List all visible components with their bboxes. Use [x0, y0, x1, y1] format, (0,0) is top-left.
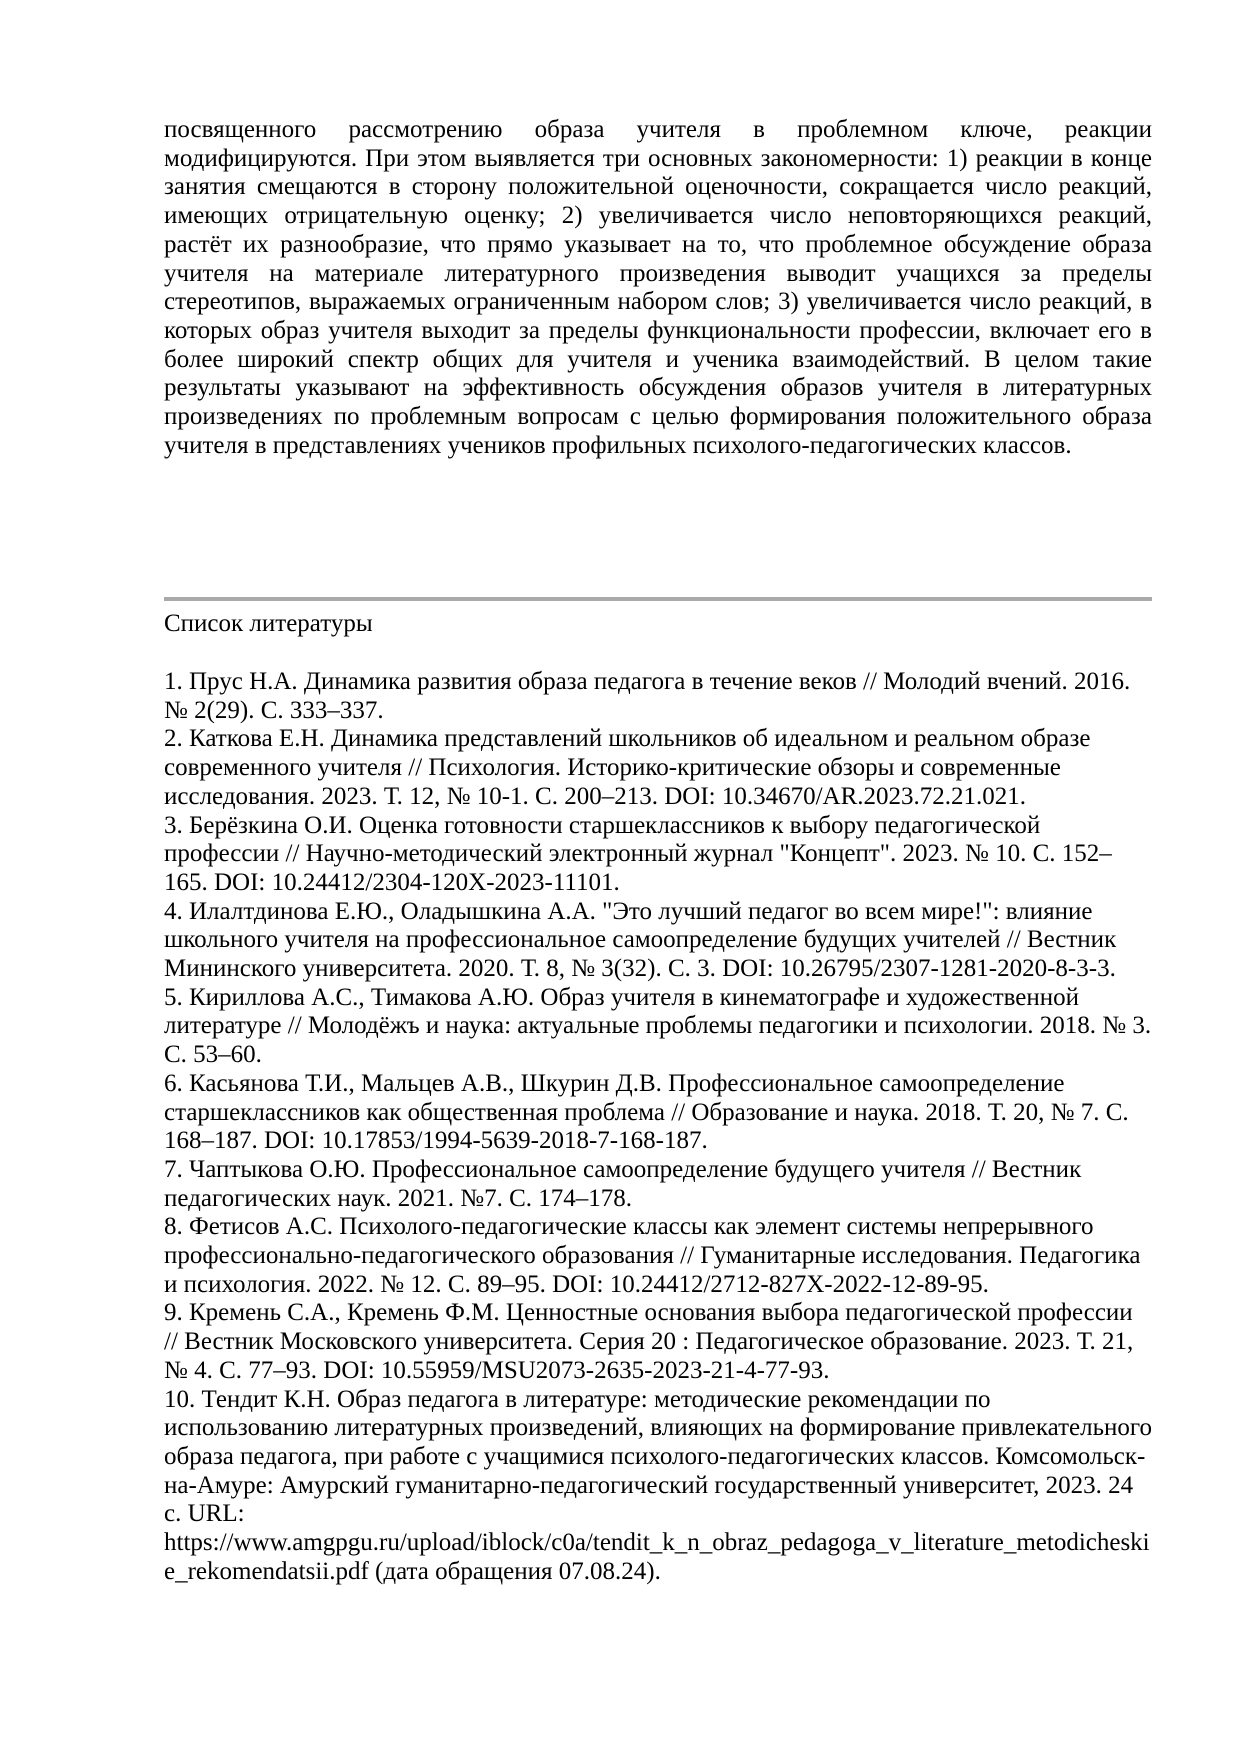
- reference-item: 4. Илалтдинова Е.Ю., Оладышкина А.А. "Это лучший педагог во всем мире!": влияние школьного учителя на профессиональное самоопределение будущих учителей // Вестник Мининского университета. 2020. Т. 8, № 3(32). С. 3. DOI: 10.26795/2307-1281-2020-8-3-3.: [164, 897, 1117, 983]
- reference-item: 6. Касьянова Т.И., Мальцев А.В., Шкурин Д.В. Профессиональное самоопределение старшеклассников как общественная проблема // Образование и наука. 2018. Т. 20, № 7. С. 168–187. DOI: 10.17853/1994-5639-2018-7-168-187.: [164, 1069, 1129, 1155]
- reference-item: 9. Кремень С.А., Кремень Ф.М. Ценностные основания выбора педагогической профессии // Вестник Московского университета. Серия 20 : Педагогическое образование. 2023. Т. 21, № 4. С. 77–93. DOI: 10.55959/MSU2073-2635-2023-21-4-77-93.: [164, 1299, 1134, 1384]
- reference-item: 5. Кириллова А.С., Тимакова А.Ю. Образ учителя в кинематографе и художественной литературе // Молодёжъ и наука: актуальные проблемы педагогики и психологии. 2018. № 3. С. 53–60.: [164, 983, 1152, 1069]
- reference-item: 7. Чаптыкова О.Ю. Профессиональное самоопределение будущего учителя // Вестник педагогических наук. 2021. №7. С. 174–178.: [164, 1155, 1082, 1212]
- reference-item: 1. Прус Н.А. Динамика развития образа педагога в течение веков // Молодий вчений. 2016. № 2(29). С. 333–337.: [164, 668, 1131, 724]
- reference-item: 2. Каткова Е.Н. Динамика представлений школьников об идеальном и реальном образе современного учителя // Психология. Историко-критические обзоры и современные исследования. 2023. Т. 12, № 10-1. С. 200–213. DOI: 10.34670/AR.2023.72.21.021.: [164, 725, 1091, 810]
- reference-item: 3. Берёзкина О.И. Оценка готовности старшеклассников к выбору педагогической профессии // Научно-методический электронный журнал "Концепт". 2023. № 10. С. 152–165. DOI: 10.24412/2304-120X-2023-11101.: [164, 811, 1112, 896]
- references-list: [164, 668, 1152, 1587]
- body-paragraph: посвященного рассмотрению образа учителя в проблемном ключе, реакции модифицируются. При этом выявляется три основных закономерности: 1) реакции в конце занятия смещаются в сторону положительной оценочности, сокращается число реакций, имеющих отрицательную оценку; 2) увеличивается число неповторяющихся реакций, растёт их разнообразие, что прямо указывает на то, что проблемное обсуждение образа учителя на материале литературного произведения выводит учащихся за пределы стереотипов, выражаемых ограниченным набором слов; 3) увеличивается число реакций, в которых образ учителя выходит за пределы функциональности профессии, включает его в более широкий спектр общих для учителя и ученика взаимодействий. В целом такие результаты указывают на эффективность обсуждения образов учителя в литературных произведениях по проблемным вопросам с целью формирования положительного образа учителя в представлениях учеников профильных психолого-педагогических классов.: [164, 116, 1152, 459]
- reference-item: 10. Тендит К.Н. Образ педагога в литературе: методические рекомендации по использованию литературных произведений, влияющих на формирование привлекательного образа педагога, при работе с учащимися психолого-педагогических классов. Комсомольск-на-Амуре: Амурский гуманитарно-педагогический государственный университет, 2023. 24 с. URL: https://www.amgpgu.ru/upload/iblock/c0a/tendit_k_n_obraz_pedagoga_v_literature_metodicheskie_rekomendatsii.pdf (дата обращения 07.08.24).: [164, 1385, 1152, 1585]
- section-divider: [164, 597, 1152, 601]
- reference-item: 8. Фетисов А.С. Психолого-педагогические классы как элемент системы непрерывного профессионально-педагогического образования // Гуманитарные исследования. Педагогика и психология. 2022. № 12. С. 89–95. DOI: 10.24412/2712-827X-2022-12-89-95.: [164, 1213, 1141, 1298]
- references-heading: Список литературы: [164, 610, 373, 637]
